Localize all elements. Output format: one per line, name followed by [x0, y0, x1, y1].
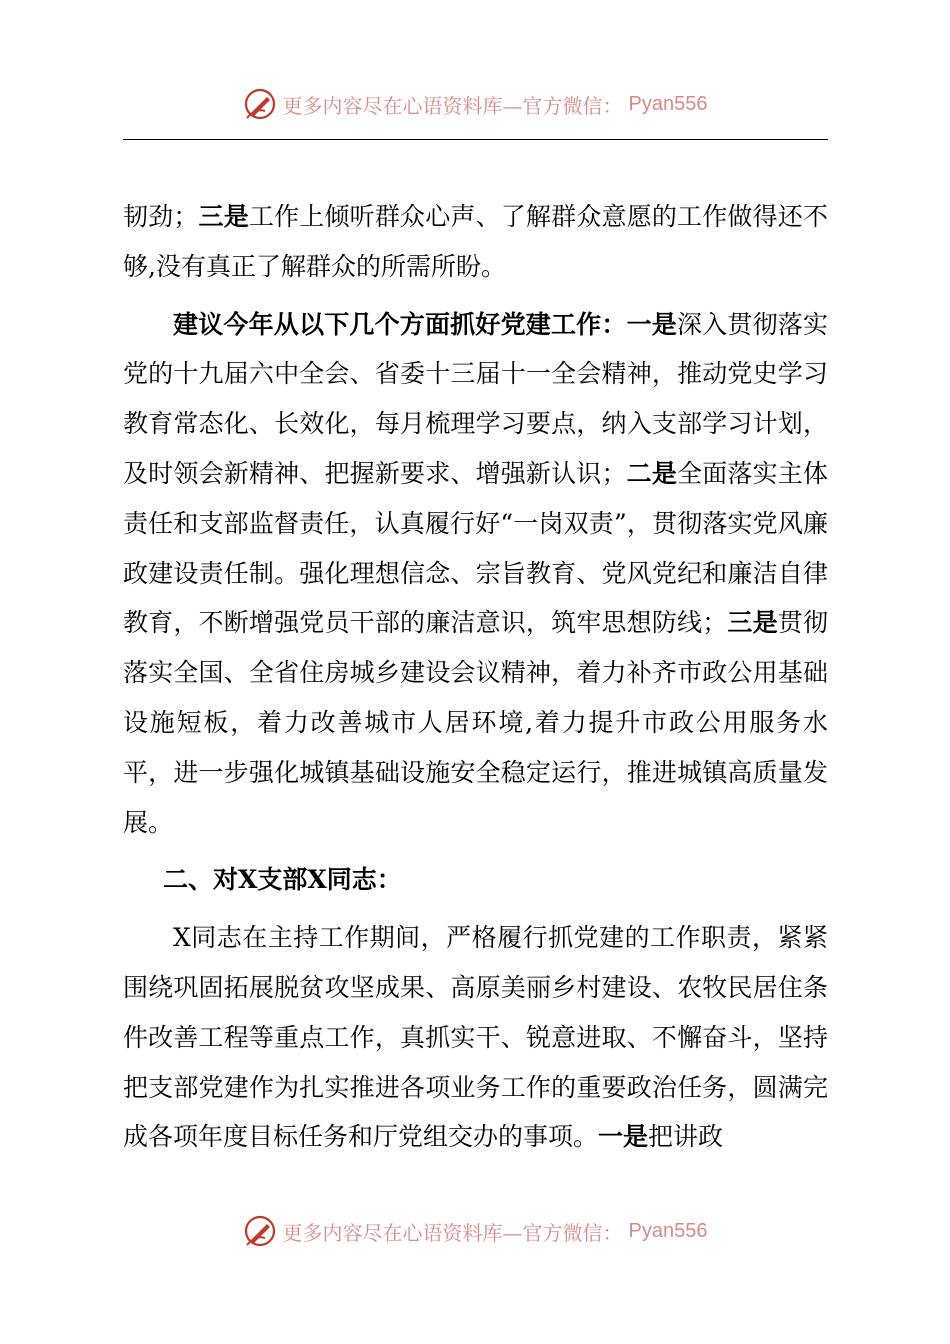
text-run: 全面落实主体责任和支部监督责任，认真履行好“一岗双责”，贯彻落实党风廉政建设责任制。强化理想信念、宗旨教育、党风党纪和廉洁自律教育，不断增强党员干部的廉洁意识，筑牢思想防线；: [123, 458, 828, 638]
bold-run: 建议今年从以下几个方面抓好党建工作：: [173, 309, 627, 339]
watermark-text: 更多内容尽在心语资料库—官方微信：: [282, 1220, 623, 1245]
paragraph-2: [123, 300, 828, 848]
text-run: 深入贯彻落实党的十九届六中全会、省委十三届十一全会精神，推动党史学习教育常态化、长效化，每月梳理学习要点，纳入支部学习计划，及时领会新精神、把握新要求、增强新认识；: [123, 309, 828, 488]
footer-watermark: [0, 1214, 950, 1248]
bold-run: 一是: [598, 1122, 649, 1152]
paragraph-1: [123, 192, 828, 292]
pen-logo-icon: [243, 87, 277, 121]
text-run: 贯彻落实全国、全省住房城乡建设会议精神，着力补齐市政公用基础设施短板，着力改善城市人居环境,着力提升市政公用服务水平，进一步强化城镇基础设施安全稳定运行，推进城镇高质量发展。: [123, 608, 828, 837]
bold-run: 三是: [198, 202, 249, 231]
watermark-text: 更多内容尽在心语资料库—官方微信：: [282, 93, 623, 118]
wechat-id: Pyan556: [628, 1219, 708, 1242]
paragraph-3: [123, 913, 828, 1162]
text-run: 韧劲；: [123, 202, 199, 231]
bold-run: 一是: [626, 309, 677, 339]
text-run: 把讲政: [648, 1122, 724, 1152]
pen-logo-icon: [243, 1214, 277, 1248]
text-run: 工作上倾听群众心声、了解群众意愿的工作做得还不够,没有真正了解群众的所需所盼。: [123, 202, 828, 281]
header-watermark: [0, 87, 950, 121]
header-rule: [123, 139, 828, 140]
wechat-id: Pyan556: [628, 92, 708, 115]
text-run: X同志在主持工作期间，严格履行抓党建的工作职责，紧紧围绕巩固拓展脱贫攻坚成果、高原美丽乡村建设、农牧民居住条件改善工程等重点工作，真抓实干、锐意进取、不懈奋斗，坚持把支部党建作为扎实推进各项业务工作的重要政治任务，圆满完成各项年度目标任务和厅党组交办的事项。: [123, 923, 828, 1152]
section-heading: 二、对X支部X同志：: [163, 865, 402, 895]
document-body: [123, 192, 828, 1162]
bold-run: 三是: [727, 608, 778, 638]
bold-run: 二是: [626, 458, 678, 488]
